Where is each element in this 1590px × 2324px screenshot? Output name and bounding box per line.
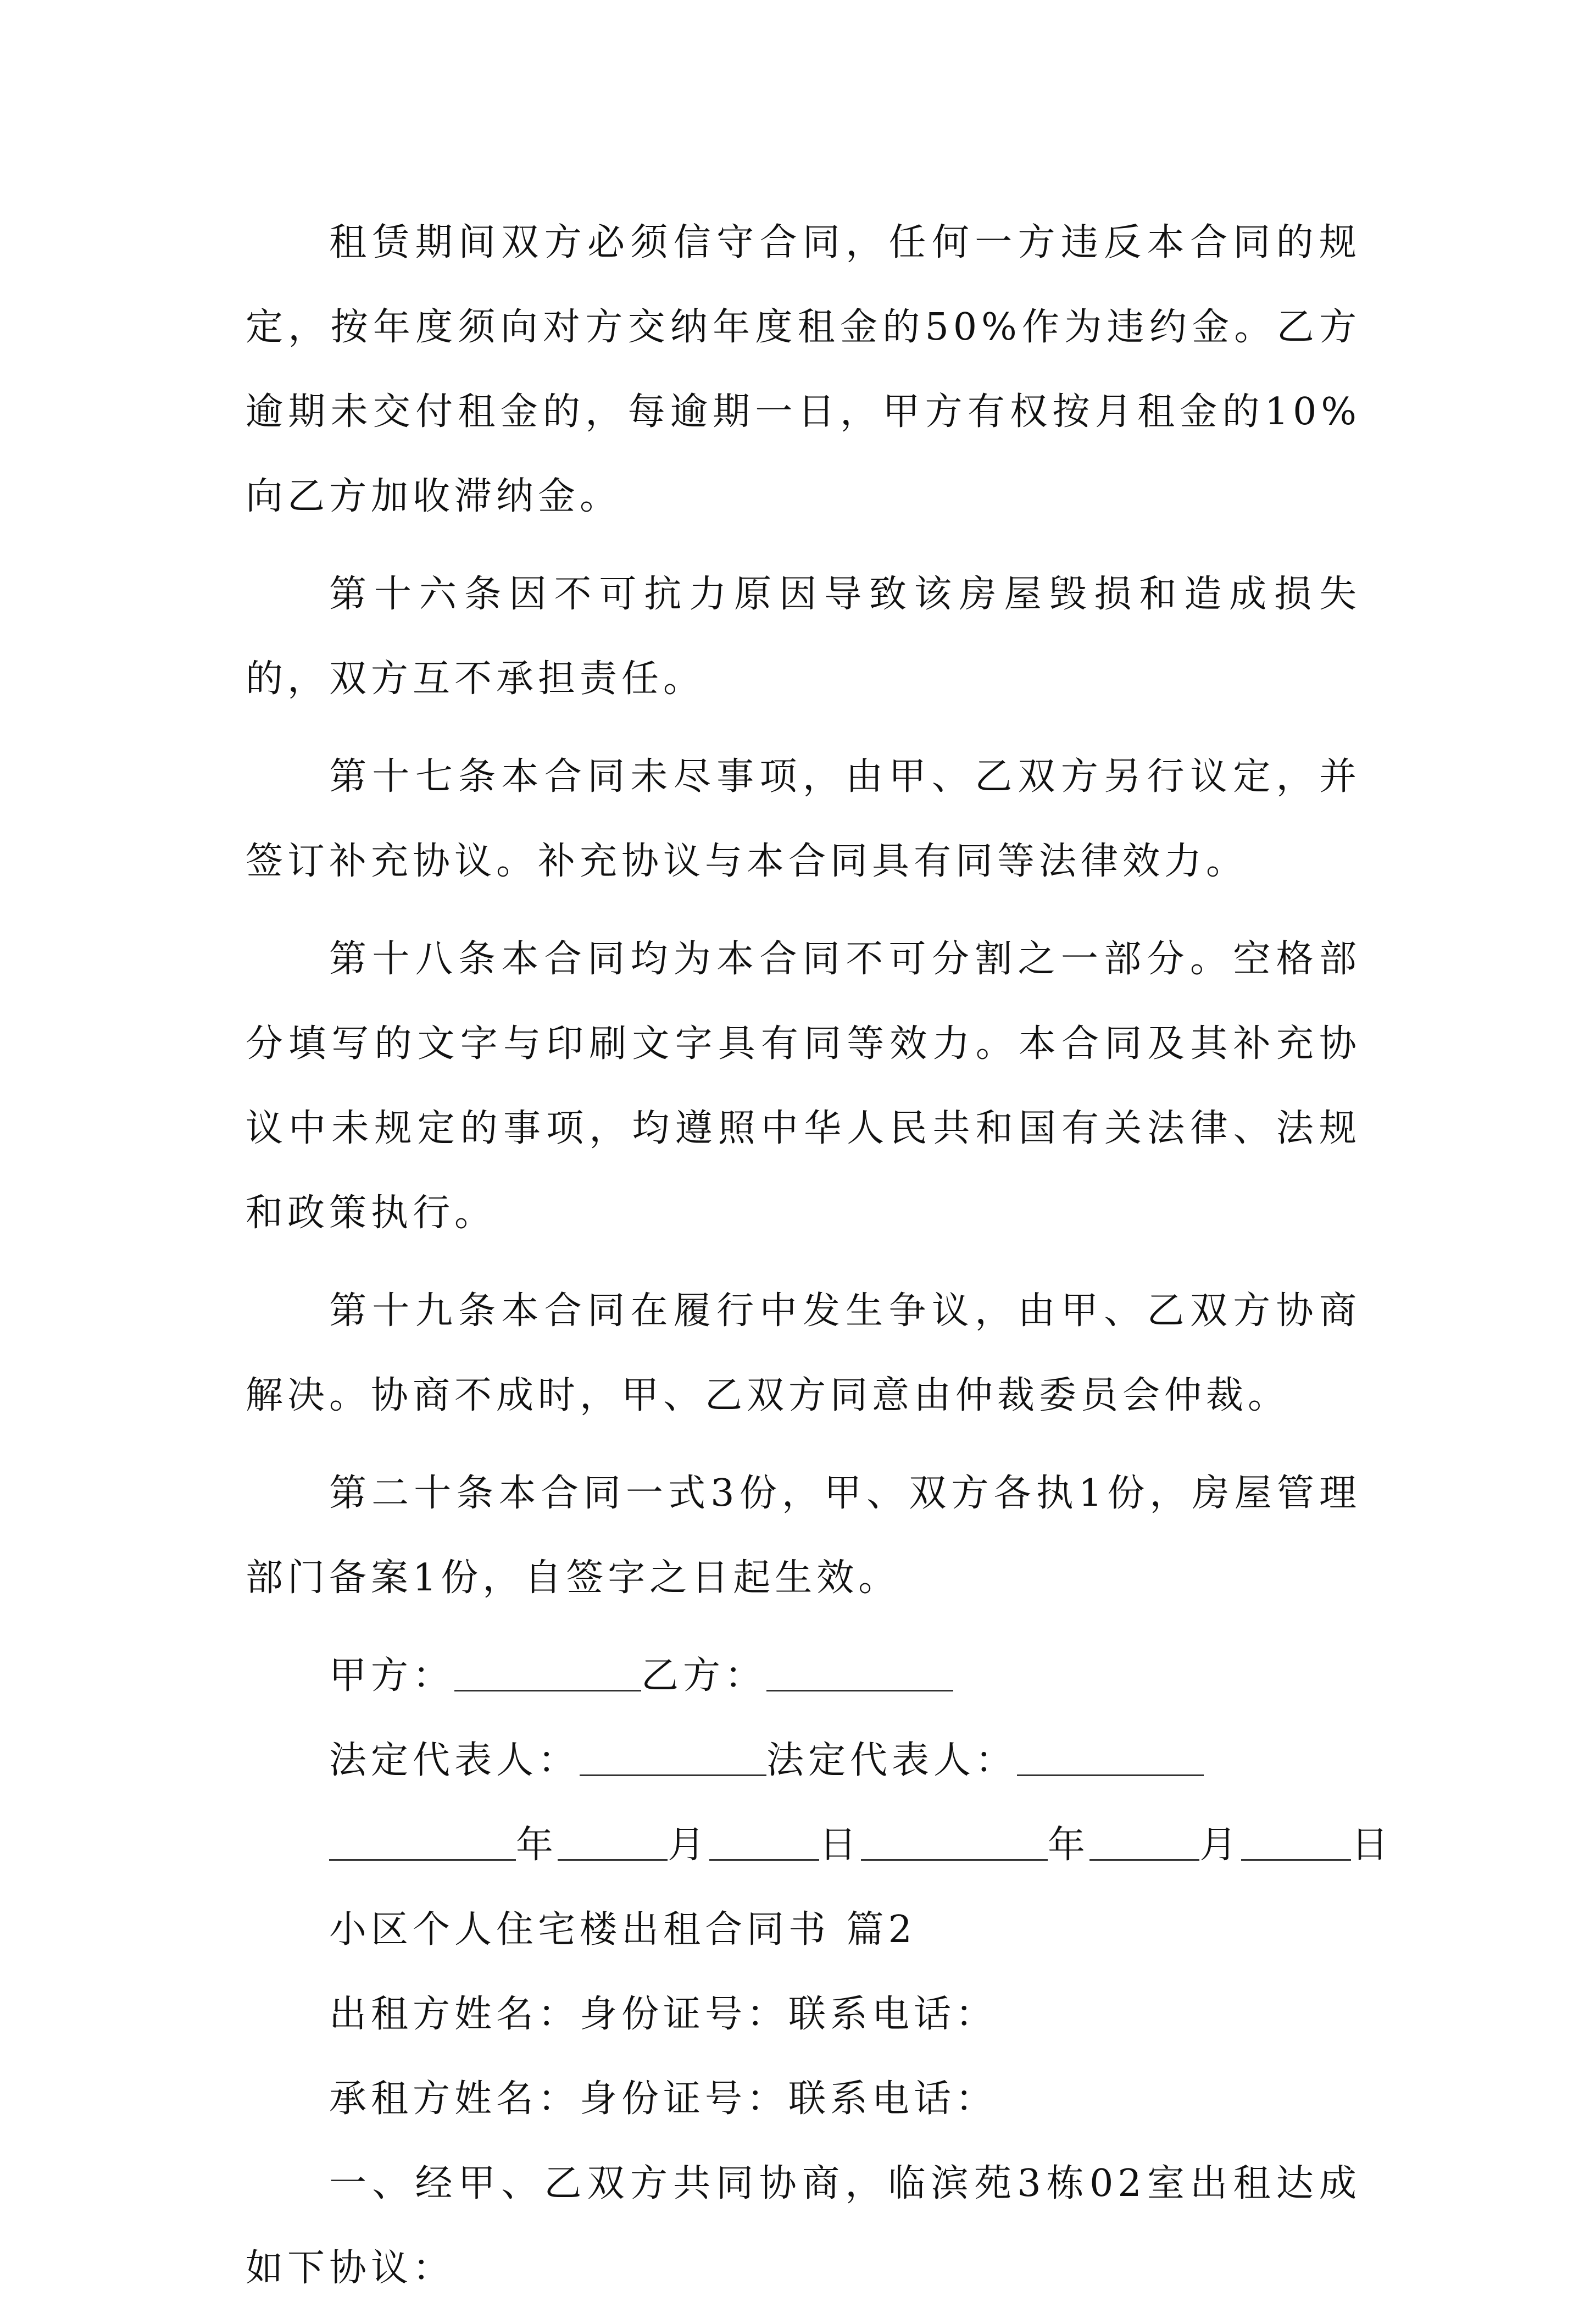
signature-representatives-line [246,1718,1361,1803]
party-b-label: 乙方： [641,1654,767,1698]
date-a-day-blank[interactable] [709,1826,819,1861]
date-b-day-label: 日 [1351,1823,1393,1867]
date-a-year-label: 年 [516,1823,558,1867]
date-a-month-blank[interactable] [558,1826,668,1861]
signature-date-line [246,1803,1393,1888]
rep-a-label: 法定代表人： [329,1739,580,1782]
party-a-label: 甲方： [329,1654,455,1698]
document-body [246,201,1393,2324]
party-b-blank[interactable] [766,1657,953,1691]
signature-parties-line [246,1634,1361,1718]
date-b-day-blank[interactable] [1241,1826,1351,1861]
paragraph-clause-1: 一、经甲、乙双方共同协商，临滨苑3栋02室出租达成如下协议： [246,2162,1361,2290]
date-b-month-blank[interactable] [1089,1826,1199,1861]
lessor-info-line: 出租方姓名：身份证号：联系电话： [329,1993,998,2036]
section-2-title: 小区个人住宅楼出租合同书 篇2 [329,1908,916,1951]
party-a-blank[interactable] [454,1657,641,1691]
date-b-month-label: 月 [1199,1823,1242,1867]
rep-a-blank[interactable] [580,1741,766,1776]
date-a-day-label: 日 [819,1823,861,1867]
date-a-month-label: 月 [668,1823,710,1867]
paragraph-article-17: 第十七条本合同未尽事项，由甲、乙双方另行议定，并签订补充协议。补充协议与本合同具有同等法律效力。 [246,755,1361,883]
paragraph-article-20: 第二十条本合同一式3份，甲、双方各执1份，房屋管理部门备案1份，自签字之日起生效。 [246,1472,1361,1600]
lessee-info-line: 承租方姓名：身份证号：联系电话： [329,2077,998,2121]
paragraph-penalty: 租赁期间双方必须信守合同，任何一方违反本合同的规定，按年度须向对方交纳年度租金的50%作为违约金。乙方逾期未交付租金的，每逾期一日，甲方有权按月租金的10%向乙方加收滞纳金。 [246,221,1361,518]
date-a-year-blank[interactable] [329,1826,516,1861]
rep-b-label: 法定代表人： [766,1739,1018,1782]
paragraph-article-19: 第十九条本合同在履行中发生争议，由甲、乙双方协商解决。协商不成时，甲、乙双方同意由仲裁委员会仲裁。 [246,1289,1361,1417]
date-b-year-blank[interactable] [861,1826,1048,1861]
rep-b-blank[interactable] [1017,1741,1204,1776]
paragraph-article-18: 第十八条本合同均为本合同不可分割之一部分。空格部分填写的文字与印刷文字具有同等效力。本合同及其补充协议中未规定的事项，均遵照中华人民共和国有关法律、法规和政策执行。 [246,938,1361,1235]
paragraph-article-16: 第十六条因不可抗力原因导致该房屋毁损和造成损失的，双方互不承担责任。 [246,573,1361,701]
date-b-year-label: 年 [1048,1823,1090,1867]
